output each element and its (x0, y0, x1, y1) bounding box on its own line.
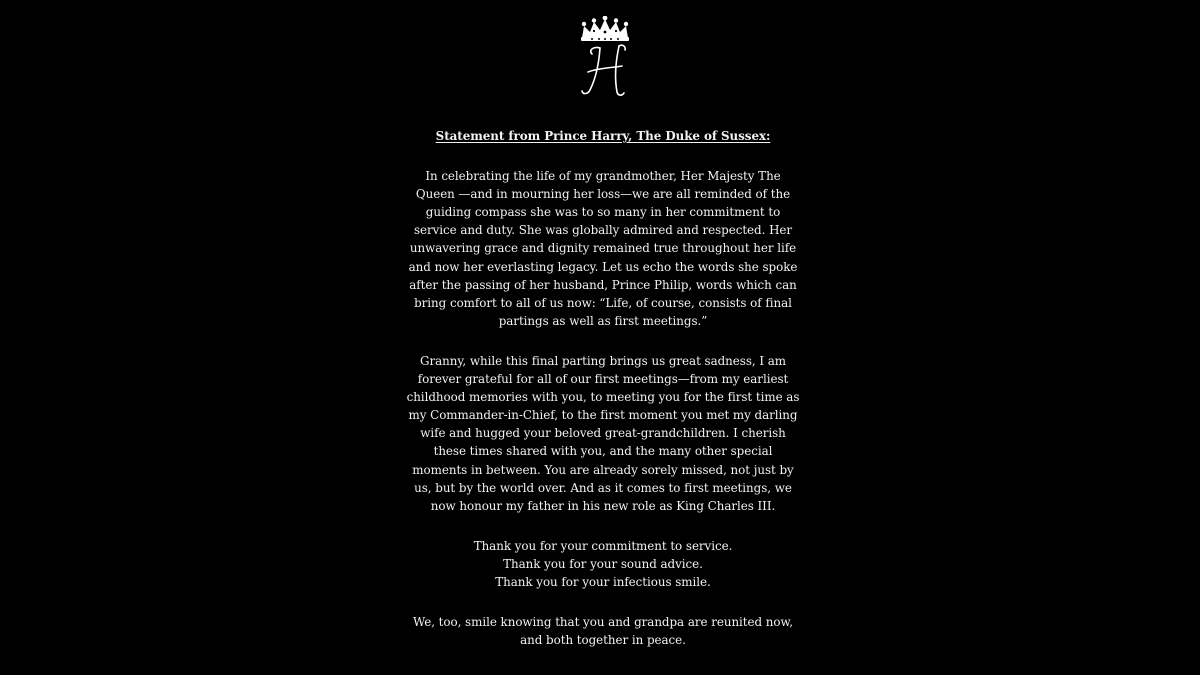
paragraph-1: In celebrating the life of my grandmother, Her Majesty The Queen —and in mourning her loss—we are all reminded of the guiding compass she was to so many in her commitment to service and duty. She was globally admired and respected. Her unwavering grace and dignity remained true throughout her life and now her everlasting legacy. Let us echo the words she spoke after the passing of her husband, Prince Philip, words which can bring comfort to all of us now: “Life, of course, consists of final partings as well as first meetings.” (408, 169, 798, 328)
crown-h-monogram-icon (570, 16, 640, 100)
statement-heading: Statement from Prince Harry, The Duke of Sussex: (435, 129, 771, 143)
thanks-block (405, 537, 801, 591)
thanks-line-3: Thank you for your infectious smile. (495, 574, 711, 589)
thanks-line-2: Thank you for your sound advice. (503, 556, 703, 571)
statement-text (405, 127, 801, 667)
paragraph-4: We, too, smile knowing that you and grandpa are reunited now, and both together in peace. (413, 615, 793, 648)
paragraph-2: Granny, while this final parting brings us great sadness, I am forever grateful for all of our first meetings—from my earliest childhood memories with you, to meeting you for the first time as my Commander-in-Chief, to the first moment you met my darling wife and hugged your beloved great-grandchildren. I cherish these times shared with you, and the many other special moments in between. You are already sorely missed, not just by us, but by the world over. And as it comes to first meetings, we now honour my father in his new role as King Charles III. (406, 353, 800, 513)
thanks-line-1: Thank you for your commitment to service. (473, 538, 733, 553)
